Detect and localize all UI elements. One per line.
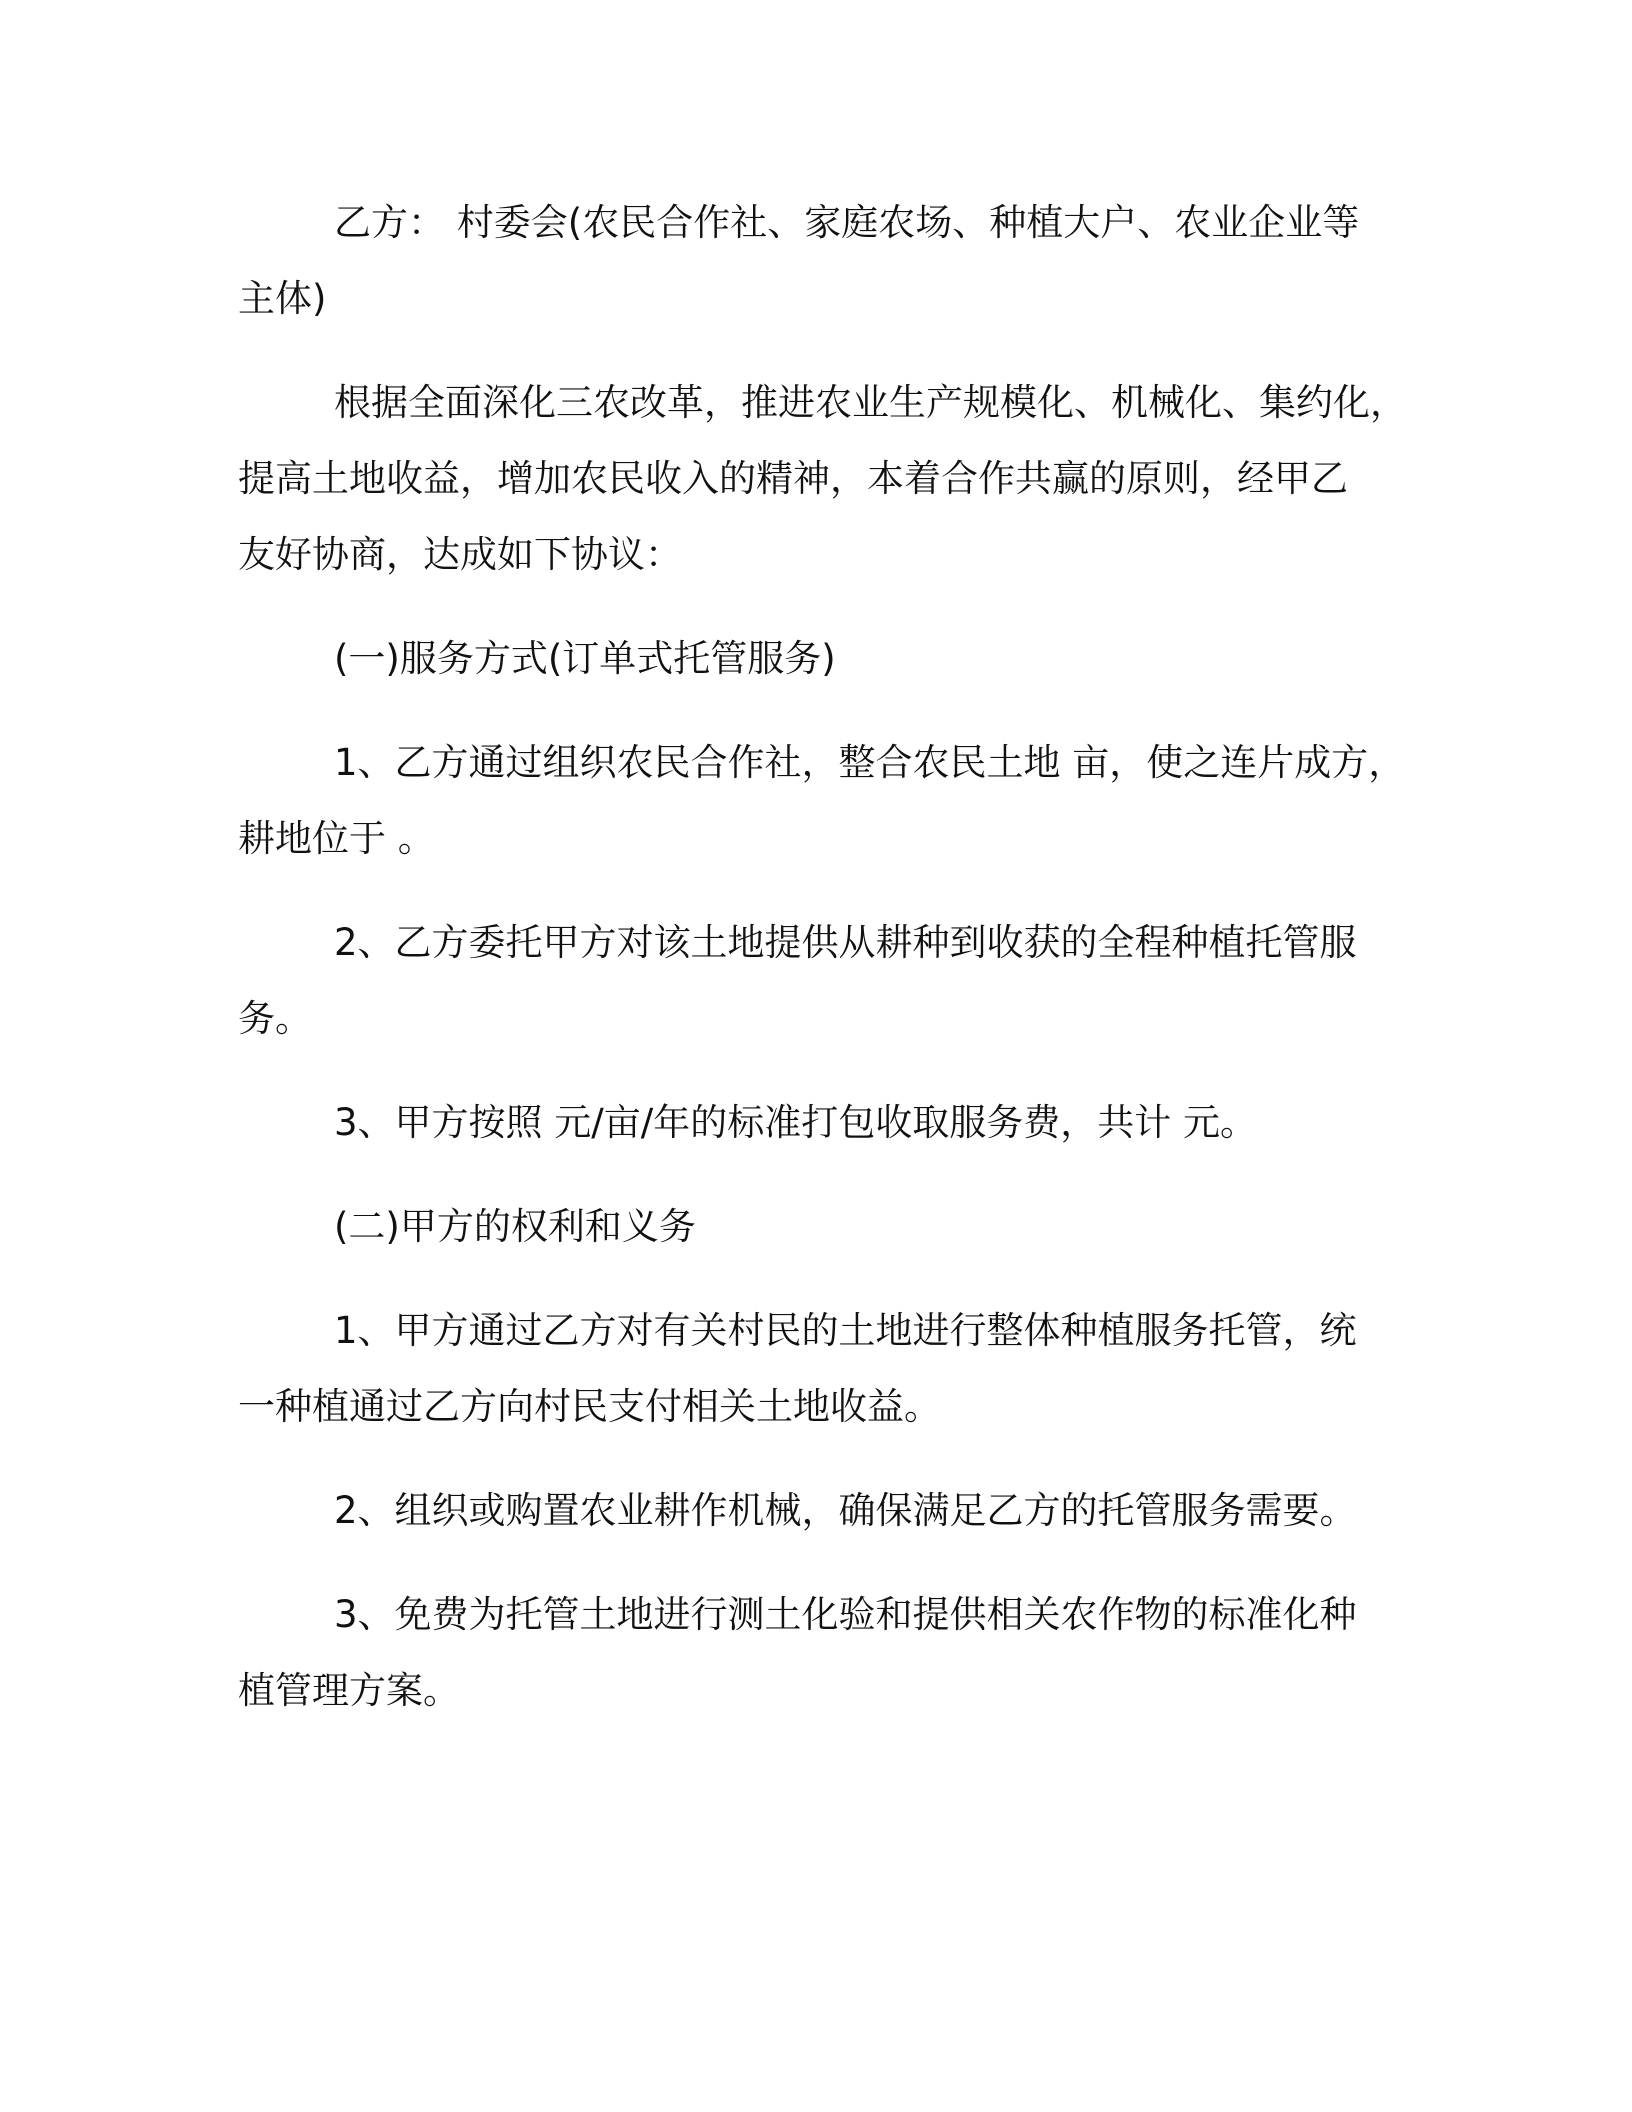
text-line: 1、乙方通过组织农民合作社，整合农民土地 亩，使之连片成方， — [334, 741, 1406, 784]
text-line: 2、组织或购置农业耕作机械，确保满足乙方的托管服务需要。 — [334, 1489, 1357, 1532]
clause-2-2 — [238, 1473, 1408, 1549]
text-line: 1、甲方通过乙方对有关村民的土地进行整体种植服务托管，统 — [334, 1309, 1357, 1352]
text-line: (二)甲方的权利和义务 — [334, 1205, 696, 1248]
text-line: 务。 — [238, 997, 312, 1040]
text-line: 耕地位于 。 — [238, 817, 435, 860]
clause-1-1 — [238, 725, 1408, 877]
text-line: 植管理方案。 — [238, 1669, 460, 1712]
text-line: 主体) — [238, 277, 327, 320]
clause-2-1 — [238, 1293, 1408, 1445]
clause-1-2 — [238, 905, 1408, 1057]
text-line: 乙方： 村委会(农民合作社、家庭农场、种植大户、农业企业等 — [334, 201, 1360, 244]
text-line: 3、甲方按照 元/亩/年的标准打包收取服务费，共计 元。 — [334, 1101, 1257, 1144]
text-line: 友好协商，达成如下协议： — [238, 533, 682, 576]
paragraph-party-b — [238, 185, 1408, 337]
text-line: 一种植通过乙方向村民支付相关土地收益。 — [238, 1385, 941, 1428]
paragraph-preamble — [238, 365, 1408, 593]
clause-2-3 — [238, 1577, 1408, 1729]
text-line: 2、乙方委托甲方对该土地提供从耕种到收获的全程种植托管服 — [334, 921, 1357, 964]
section-heading-service-method — [238, 621, 1408, 697]
document-body — [238, 185, 1408, 1757]
text-line: 提高土地收益，增加农民收入的精神，本着合作共赢的原则，经甲乙 — [238, 457, 1348, 500]
section-heading-party-a-rights — [238, 1189, 1408, 1265]
clause-1-3 — [238, 1085, 1408, 1161]
text-line: 3、免费为托管土地进行测土化验和提供相关农作物的标准化种 — [334, 1593, 1357, 1636]
text-line: (一)服务方式(订单式托管服务) — [334, 637, 836, 680]
text-line: 根据全面深化三农改革，推进农业生产规模化、机械化、集约化， — [334, 381, 1407, 424]
